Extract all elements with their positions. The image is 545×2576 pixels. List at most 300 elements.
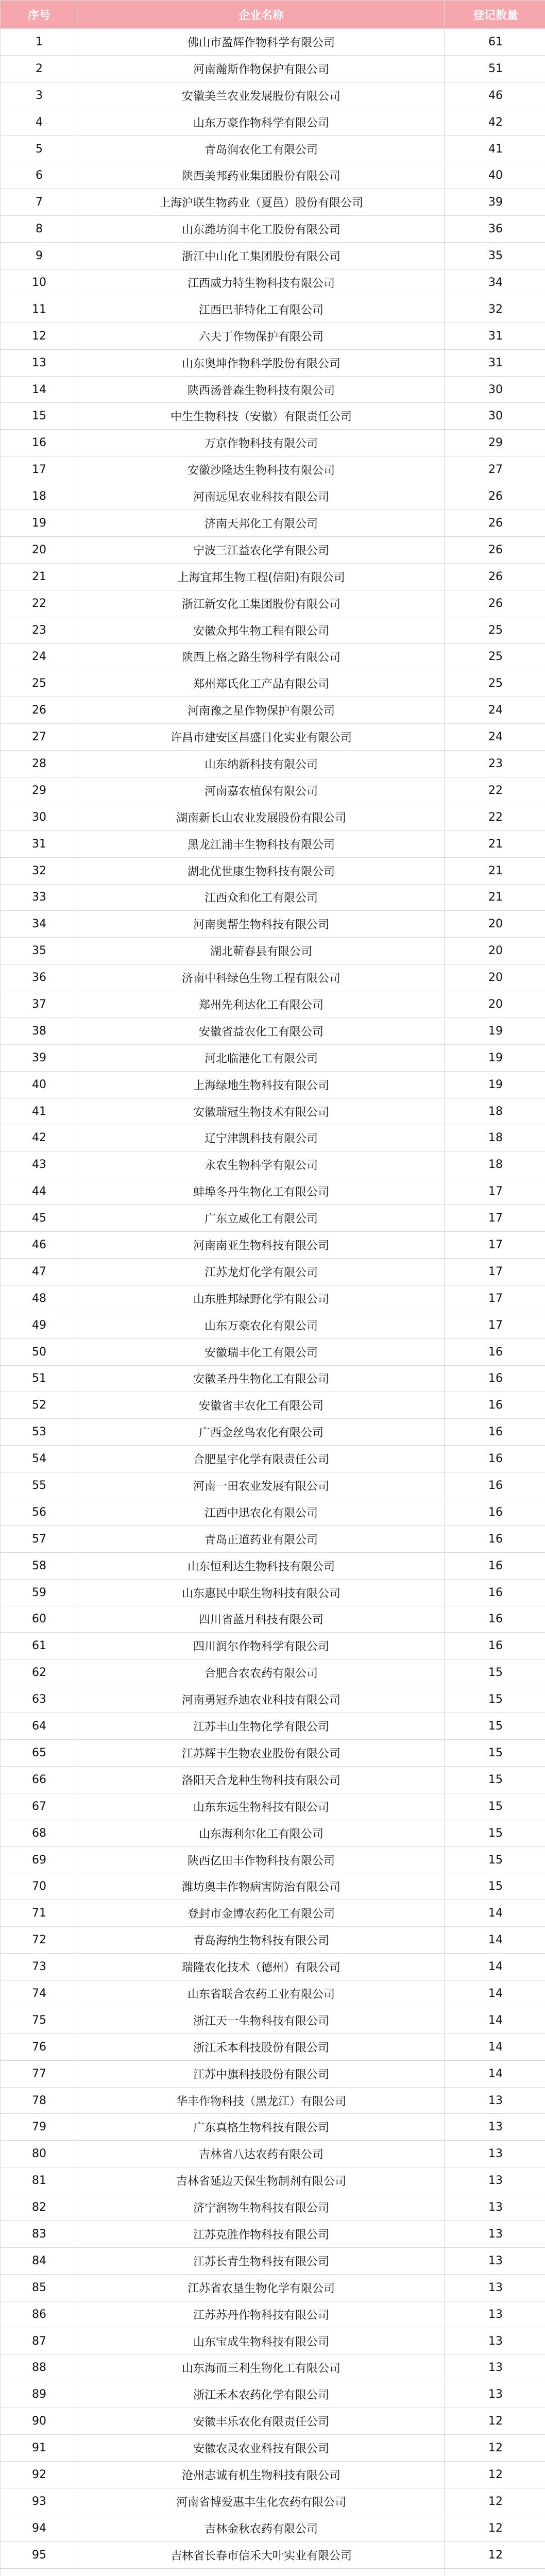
row-index: 78 <box>1 2087 78 2114</box>
table-row <box>1 777 545 804</box>
company-name: 山东万豪农化有限公司 <box>78 1312 445 1338</box>
registration-count: 39 <box>445 189 545 216</box>
company-name: 潍坊奥丰作物病害防治有限公司 <box>78 1873 445 1900</box>
table-row <box>1 1980 545 2007</box>
table-row <box>1 563 545 590</box>
row-index: 61 <box>1 1633 78 1659</box>
registration-count: 19 <box>445 1071 545 1098</box>
row-index: 90 <box>1 2408 78 2435</box>
company-name: 郑州先利达化工有限公司 <box>78 991 445 1018</box>
registration-count: 18 <box>445 1151 545 1178</box>
registration-count: 14 <box>445 1980 545 2007</box>
company-name: 广西金丝鸟农化有限公司 <box>78 1419 445 1446</box>
company-name: 江苏丰山生物化学有限公司 <box>78 1713 445 1740</box>
registration-count: 16 <box>445 1579 545 1606</box>
company-name: 江苏辉丰生物农业股份有限公司 <box>78 1740 445 1767</box>
registration-count: 13 <box>445 2247 545 2274</box>
row-index: 58 <box>1 1552 78 1579</box>
table-row <box>1 483 545 510</box>
table-row <box>1 884 545 911</box>
company-name: 瑞隆农化技术（德州）有限公司 <box>78 1954 445 1980</box>
registration-count: 12 <box>445 2462 545 2488</box>
company-name: 吉林省长春市信禾大叶实业有限公司 <box>78 2541 445 2568</box>
row-index: 6 <box>1 162 78 189</box>
registration-count: 17 <box>445 1178 545 1205</box>
company-name: 江苏克胜作物科技有限公司 <box>78 2221 445 2248</box>
row-index: 67 <box>1 1793 78 1820</box>
registration-count: 26 <box>445 510 545 537</box>
company-name: 佛山市盈辉作物科学有限公司 <box>78 29 445 56</box>
company-name: 青岛正道药业有限公司 <box>78 1526 445 1552</box>
registration-count: 12 <box>445 2488 545 2515</box>
registration-count: 15 <box>445 1659 545 1686</box>
row-index: 68 <box>1 1820 78 1846</box>
row-index: 75 <box>1 2007 78 2033</box>
company-name: 江西巴菲特化工有限公司 <box>78 296 445 323</box>
table-row <box>1 2274 545 2301</box>
registration-count: 16 <box>445 1552 545 1579</box>
table-row <box>1 216 545 243</box>
row-index: 39 <box>1 1044 78 1071</box>
registration-count: 13 <box>445 2194 545 2221</box>
table-row <box>1 1125 545 1151</box>
company-name: 沧州志诚有机生物科技有限公司 <box>78 2462 445 2488</box>
table-row <box>1 1659 545 1686</box>
row-index: 53 <box>1 1419 78 1446</box>
table-row <box>1 1392 545 1419</box>
company-name: 安徽农灵农业科技有限公司 <box>78 2435 445 2462</box>
company-name: 陕西上格之路生物科学有限公司 <box>78 643 445 670</box>
row-index: 18 <box>1 483 78 510</box>
row-index: 64 <box>1 1713 78 1740</box>
table-row <box>1 2435 545 2462</box>
company-name: 浙江禾本农药化学有限公司 <box>78 2381 445 2408</box>
table-row <box>1 964 545 991</box>
row-index: 35 <box>1 938 78 964</box>
company-name: 蚌埠冬丹生物化工有限公司 <box>78 1178 445 1205</box>
table-row <box>1 911 545 938</box>
row-index: 56 <box>1 1499 78 1526</box>
table-row <box>1 2167 545 2194</box>
company-name: 河南瀚斯作物保护有限公司 <box>78 55 445 82</box>
company-name: 青岛海纳生物科技有限公司 <box>78 1927 445 1954</box>
registration-count: 22 <box>445 804 545 831</box>
row-index: 19 <box>1 510 78 537</box>
table-row <box>1 724 545 751</box>
registration-count: 14 <box>445 1954 545 1980</box>
company-name: 上海宜邦生物工程(信阳)有限公司 <box>78 563 445 590</box>
table-row <box>1 2087 545 2114</box>
row-index: 54 <box>1 1446 78 1472</box>
table-row <box>1 1954 545 1980</box>
registration-count: 20 <box>445 991 545 1018</box>
table-row <box>1 1338 545 1365</box>
row-index: 9 <box>1 243 78 269</box>
registration-count: 12 <box>445 2515 545 2541</box>
table-row <box>1 1446 545 1472</box>
registration-count: 26 <box>445 483 545 510</box>
row-index <box>1 2568 78 2576</box>
registration-count: 15 <box>445 1793 545 1820</box>
registration-count: 25 <box>445 617 545 643</box>
company-name: 安徽瑞冠生物技术有限公司 <box>78 1098 445 1125</box>
company-name: 济南天邦化工有限公司 <box>78 510 445 537</box>
row-index: 69 <box>1 1846 78 1873</box>
company-name: 浙江禾本科技股份有限公司 <box>78 2033 445 2060</box>
table-header <box>1 1 545 29</box>
company-name: 济南中科绿色生物工程有限公司 <box>78 964 445 991</box>
row-index: 52 <box>1 1392 78 1419</box>
table-row <box>1 1365 545 1392</box>
registration-count: 16 <box>445 1365 545 1392</box>
table-row <box>1 804 545 831</box>
table-row <box>1 1927 545 1954</box>
registration-count: 18 <box>445 1098 545 1125</box>
table-row <box>1 243 545 269</box>
registration-count: 24 <box>445 697 545 724</box>
registration-count: 20 <box>445 964 545 991</box>
row-index: 20 <box>1 536 78 563</box>
company-name: 湖北蕲春县有限公司 <box>78 938 445 964</box>
table-row <box>1 349 545 376</box>
row-index: 70 <box>1 1873 78 1900</box>
table-row <box>1 697 545 724</box>
table-row <box>1 269 545 296</box>
company-name: 江西威力特生物科技有限公司 <box>78 269 445 296</box>
row-index: 82 <box>1 2194 78 2221</box>
table-row <box>1 376 545 403</box>
row-index: 25 <box>1 670 78 697</box>
table-row <box>1 82 545 109</box>
table-row <box>1 135 545 162</box>
registration-count: 26 <box>445 563 545 590</box>
row-index: 48 <box>1 1285 78 1312</box>
table-row <box>1 2354 545 2381</box>
table-row <box>1 430 545 456</box>
registration-count: 30 <box>445 403 545 430</box>
registration-count: 20 <box>445 938 545 964</box>
row-index: 7 <box>1 189 78 216</box>
company-name: 河南一田农业发展有限公司 <box>78 1472 445 1499</box>
row-index: 62 <box>1 1659 78 1686</box>
row-index: 22 <box>1 590 78 617</box>
header-row <box>1 1 545 29</box>
table-row <box>1 1579 545 1606</box>
row-index: 1 <box>1 29 78 56</box>
table-row <box>1 1499 545 1526</box>
row-index: 86 <box>1 2301 78 2328</box>
company-name: 山东宝成生物科技有限公司 <box>78 2328 445 2354</box>
registration-count: 12 <box>445 2408 545 2435</box>
table-row <box>1 189 545 216</box>
company-name: 山东万豪作物科学有限公司 <box>78 109 445 135</box>
registration-count: 13 <box>445 2328 545 2354</box>
registration-count: 23 <box>445 751 545 777</box>
company-name: 山东海利尔化工有限公司 <box>78 1820 445 1846</box>
row-index: 12 <box>1 323 78 349</box>
header-index: 序号 <box>1 1 78 29</box>
table-row <box>1 2194 545 2221</box>
registration-count: 19 <box>445 1044 545 1071</box>
company-name: 山东东远生物科技有限公司 <box>78 1793 445 1820</box>
table-row <box>1 2568 545 2576</box>
table-row <box>1 1232 545 1259</box>
row-index: 14 <box>1 376 78 403</box>
table-row <box>1 1044 545 1071</box>
company-name: 陕西汤普森生物科技有限公司 <box>78 376 445 403</box>
registration-count: 16 <box>445 1499 545 1526</box>
registration-count: 34 <box>445 269 545 296</box>
registration-count: 41 <box>445 135 545 162</box>
table-row <box>1 670 545 697</box>
company-name: 黑龙江浦丰生物科技有限公司 <box>78 831 445 857</box>
registration-count: 30 <box>445 376 545 403</box>
company-name: 青岛润农化工有限公司 <box>78 135 445 162</box>
table-row <box>1 162 545 189</box>
company-name: 吉林省八达农药有限公司 <box>78 2141 445 2167</box>
registration-count: 14 <box>445 1900 545 1927</box>
table-row <box>1 2033 545 2060</box>
company-name: 六夫丁作物保护有限公司 <box>78 323 445 349</box>
row-index: 36 <box>1 964 78 991</box>
registration-count: 13 <box>445 2141 545 2167</box>
registration-count: 14 <box>445 2033 545 2060</box>
registration-count: 15 <box>445 1766 545 1793</box>
table-row <box>1 1873 545 1900</box>
row-index: 45 <box>1 1205 78 1232</box>
row-index: 77 <box>1 2060 78 2087</box>
table-row <box>1 29 545 56</box>
row-index: 27 <box>1 724 78 751</box>
registration-count: 29 <box>445 430 545 456</box>
registration-count: 13 <box>445 2167 545 2194</box>
company-name: 永农生物科学有限公司 <box>78 1151 445 1178</box>
company-name: 郑州郑氏化工产品有限公司 <box>78 670 445 697</box>
registration-count: 14 <box>445 2007 545 2033</box>
registration-count: 31 <box>445 323 545 349</box>
row-index: 26 <box>1 697 78 724</box>
table-row <box>1 1820 545 1846</box>
table-row <box>1 2007 545 2033</box>
registration-count: 61 <box>445 29 545 56</box>
row-index: 63 <box>1 1686 78 1713</box>
registration-count <box>445 2568 545 2576</box>
registration-count: 17 <box>445 1258 545 1285</box>
registration-count: 13 <box>445 2114 545 2141</box>
table-row <box>1 1098 545 1125</box>
registration-count: 16 <box>445 1446 545 1472</box>
table-row <box>1 2381 545 2408</box>
table-row <box>1 456 545 483</box>
table-row <box>1 1846 545 1873</box>
company-name: 江苏省农垦生物化学有限公司 <box>78 2274 445 2301</box>
row-index: 10 <box>1 269 78 296</box>
registration-count: 13 <box>445 2221 545 2248</box>
row-index: 24 <box>1 643 78 670</box>
row-index: 16 <box>1 430 78 456</box>
registration-count: 35 <box>445 243 545 269</box>
registration-count: 14 <box>445 1927 545 1954</box>
registration-count: 13 <box>445 2354 545 2381</box>
company-name: 河南远见农业科技有限公司 <box>78 483 445 510</box>
company-name: 江苏龙灯化学有限公司 <box>78 1258 445 1285</box>
table-row <box>1 2060 545 2087</box>
company-name: 洛阳天合龙种生物科技有限公司 <box>78 1766 445 1793</box>
row-index: 42 <box>1 1125 78 1151</box>
company-name: 安徽省益农化工有限公司 <box>78 1018 445 1044</box>
registration-count: 12 <box>445 2541 545 2568</box>
row-index: 92 <box>1 2462 78 2488</box>
registration-count: 40 <box>445 162 545 189</box>
table-row <box>1 296 545 323</box>
row-index: 11 <box>1 296 78 323</box>
table-row <box>1 831 545 857</box>
company-name: 河南勇冠乔迪农业科技有限公司 <box>78 1686 445 1713</box>
table-row <box>1 1633 545 1659</box>
company-name: 安徽省丰农化工有限公司 <box>78 1392 445 1419</box>
registration-count: 16 <box>445 1633 545 1659</box>
row-index: 4 <box>1 109 78 135</box>
row-index: 34 <box>1 911 78 938</box>
table-row <box>1 403 545 430</box>
table-row <box>1 2488 545 2515</box>
table-row <box>1 2301 545 2328</box>
row-index: 37 <box>1 991 78 1018</box>
company-name: 吉林金秋农药有限公司 <box>78 2515 445 2541</box>
row-index: 55 <box>1 1472 78 1499</box>
row-index: 84 <box>1 2247 78 2274</box>
registration-count: 13 <box>445 2301 545 2328</box>
registration-count: 17 <box>445 1285 545 1312</box>
table-row <box>1 2541 545 2568</box>
company-name: 济宁润物生物科技有限公司 <box>78 2194 445 2221</box>
registration-count: 19 <box>445 1018 545 1044</box>
company-name: 宁波三江益农化学有限公司 <box>78 536 445 563</box>
table-row <box>1 1766 545 1793</box>
registration-count: 12 <box>445 2435 545 2462</box>
company-name: 河北临港化工有限公司 <box>78 1044 445 1071</box>
registration-count: 25 <box>445 670 545 697</box>
table-row <box>1 55 545 82</box>
table-row <box>1 938 545 964</box>
row-index: 2 <box>1 55 78 82</box>
company-name: 安徽圣丹生物化工有限公司 <box>78 1365 445 1392</box>
registration-count: 46 <box>445 82 545 109</box>
company-name: 合肥合农农药有限公司 <box>78 1659 445 1686</box>
row-index: 59 <box>1 1579 78 1606</box>
company-name: 河南省博爱惠丰生化农药有限公司 <box>78 2488 445 2515</box>
registration-count: 15 <box>445 1846 545 1873</box>
company-name: 山东惠民中联生物科技有限公司 <box>78 1579 445 1606</box>
company-name: 江西中迅农化有限公司 <box>78 1499 445 1526</box>
row-index: 88 <box>1 2354 78 2381</box>
registration-count: 15 <box>445 1713 545 1740</box>
table-row <box>1 2408 545 2435</box>
registration-count: 21 <box>445 831 545 857</box>
table-row <box>1 1205 545 1232</box>
row-index: 15 <box>1 403 78 430</box>
company-name: 陕西美邦药业集团股份有限公司 <box>78 162 445 189</box>
row-index: 72 <box>1 1927 78 1954</box>
company-name: 江苏长青生物科技有限公司 <box>78 2247 445 2274</box>
row-index: 33 <box>1 884 78 911</box>
registration-count: 16 <box>445 1338 545 1365</box>
company-name: 山东胜邦绿野化学有限公司 <box>78 1285 445 1312</box>
row-index: 21 <box>1 563 78 590</box>
company-name: 江西众和化工有限公司 <box>78 884 445 911</box>
table-row <box>1 2515 545 2541</box>
row-index: 8 <box>1 216 78 243</box>
registration-count: 20 <box>445 911 545 938</box>
registration-count: 13 <box>445 2087 545 2114</box>
company-name: 河南嘉农植保有限公司 <box>78 777 445 804</box>
row-index: 85 <box>1 2274 78 2301</box>
company-name: 河南奥帮生物科技有限公司 <box>78 911 445 938</box>
company-name: 安徽瑞丰化工有限公司 <box>78 1338 445 1365</box>
row-index: 13 <box>1 349 78 376</box>
table-row <box>1 1686 545 1713</box>
registration-count: 21 <box>445 857 545 884</box>
company-name: 山东纳新科技有限公司 <box>78 751 445 777</box>
registration-count: 15 <box>445 1686 545 1713</box>
table-row <box>1 1151 545 1178</box>
company-name: 华丰作物科技（黑龙江）有限公司 <box>78 2087 445 2114</box>
table-row <box>1 2328 545 2354</box>
row-index: 74 <box>1 1980 78 2007</box>
registration-count: 16 <box>445 1472 545 1499</box>
company-name: 四川润尔作物科学有限公司 <box>78 1633 445 1659</box>
registration-count: 17 <box>445 1205 545 1232</box>
table-row <box>1 1793 545 1820</box>
registration-count: 16 <box>445 1419 545 1446</box>
row-index: 83 <box>1 2221 78 2248</box>
row-index: 65 <box>1 1740 78 1767</box>
registration-count: 42 <box>445 109 545 135</box>
table-row <box>1 590 545 617</box>
company-name: 河南豫之星作物保护有限公司 <box>78 697 445 724</box>
table-row <box>1 510 545 537</box>
registration-count: 14 <box>445 2060 545 2087</box>
row-index: 44 <box>1 1178 78 1205</box>
row-index: 40 <box>1 1071 78 1098</box>
row-index: 51 <box>1 1365 78 1392</box>
table-row <box>1 2114 545 2141</box>
company-name: 吉林省延边天保生物制剂有限公司 <box>78 2167 445 2194</box>
company-name: 陕西亿田丰作物科技有限公司 <box>78 1846 445 1873</box>
row-index: 31 <box>1 831 78 857</box>
registration-count: 16 <box>445 1392 545 1419</box>
table-row <box>1 1713 545 1740</box>
row-index: 46 <box>1 1232 78 1259</box>
table-row <box>1 1312 545 1338</box>
registration-count: 51 <box>445 55 545 82</box>
table-row <box>1 617 545 643</box>
header-registration-count: 登记数量 <box>445 1 545 29</box>
company-name: 湖北优世康生物科技有限公司 <box>78 857 445 884</box>
registration-count: 15 <box>445 1873 545 1900</box>
table-row <box>1 1740 545 1767</box>
row-index: 41 <box>1 1098 78 1125</box>
row-index: 23 <box>1 617 78 643</box>
company-name: 江苏苏丹作物科技有限公司 <box>78 2301 445 2328</box>
row-index: 76 <box>1 2033 78 2060</box>
company-name: 山东省联合农药工业有限公司 <box>78 1980 445 2007</box>
company-name: 许昌市建安区昌盛日化实业有限公司 <box>78 724 445 751</box>
row-index: 17 <box>1 456 78 483</box>
registration-count: 13 <box>445 2274 545 2301</box>
registration-count: 13 <box>445 2381 545 2408</box>
company-name: 山东恒利达生物科技有限公司 <box>78 1552 445 1579</box>
